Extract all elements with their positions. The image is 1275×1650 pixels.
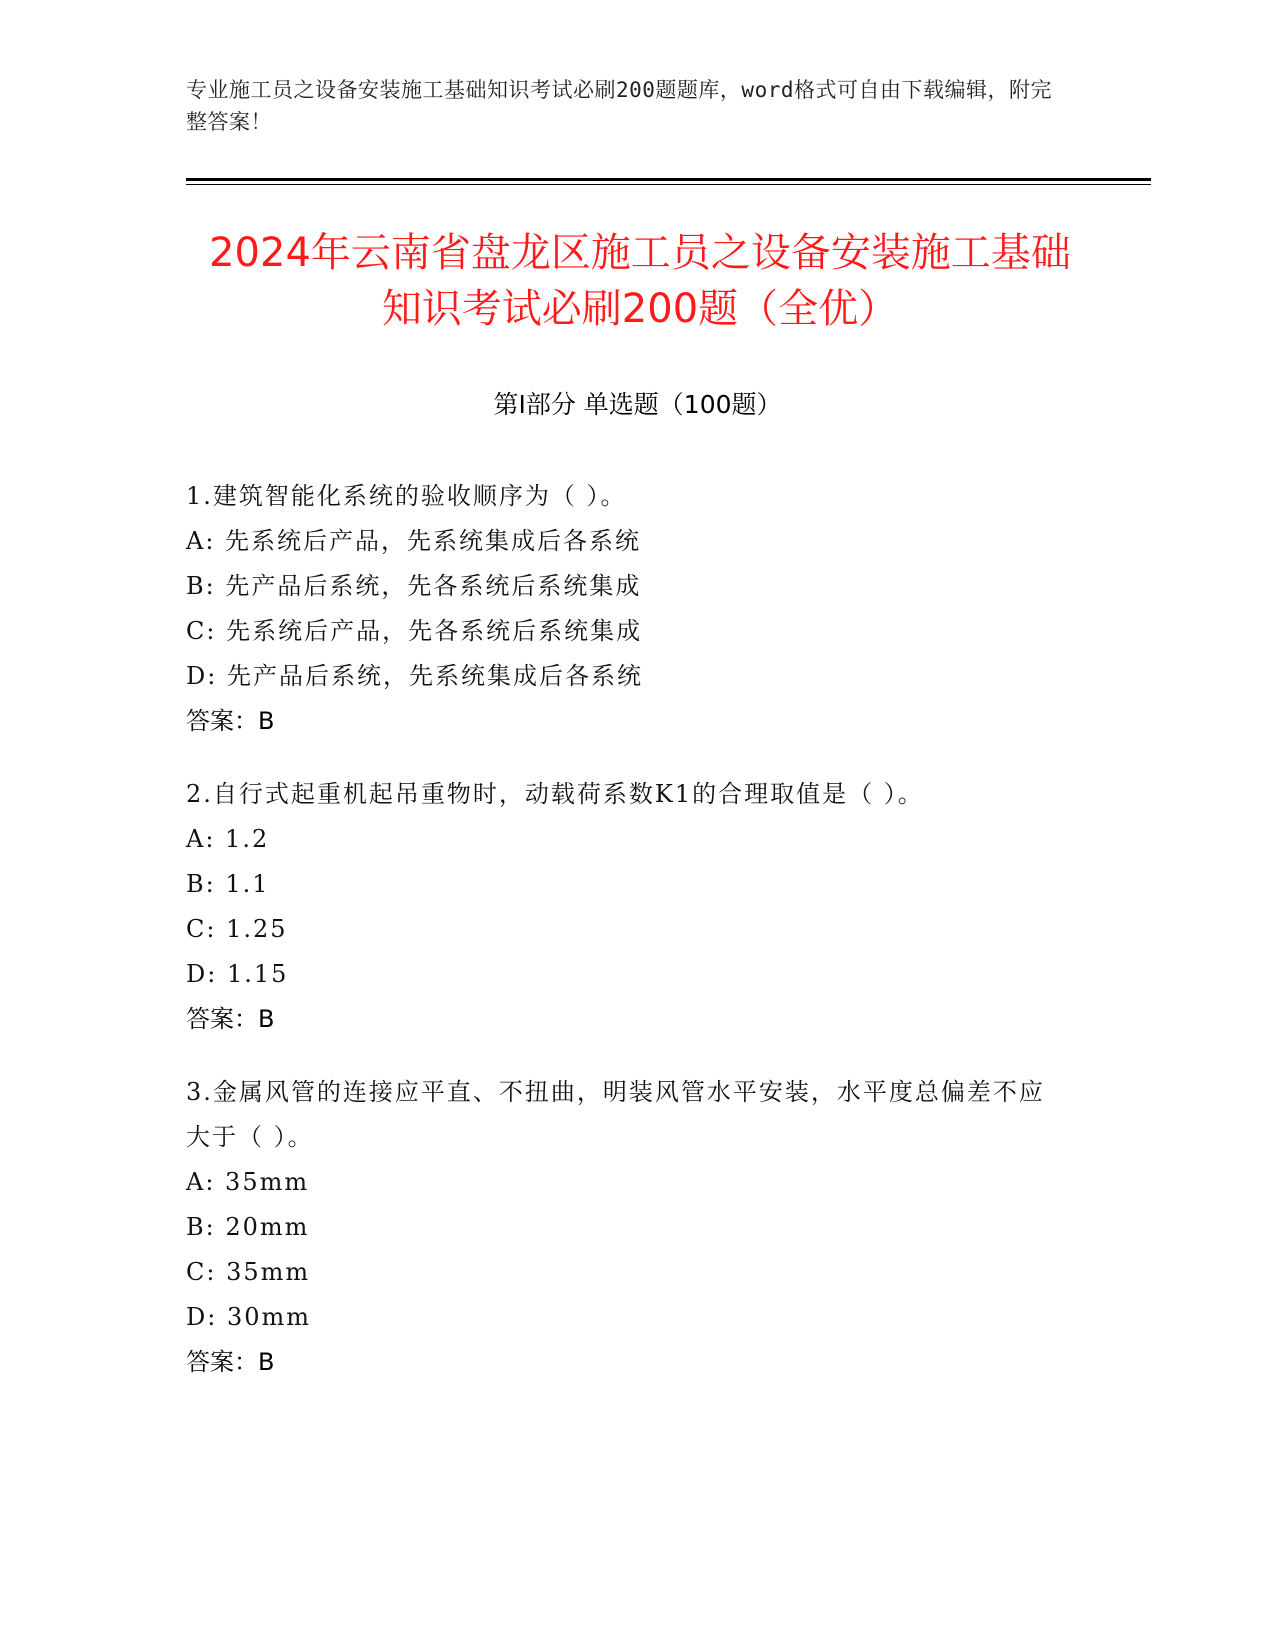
answer: 答案：B <box>186 707 275 735</box>
question-stem: 3.金属风管的连接应平直、不扭曲，明装风管水平安装，水平度总偏差不应大于（ ）。 <box>186 1078 1045 1151</box>
option-a: A: 先系统后产品，先系统集成后各系统 <box>186 527 642 555</box>
question-2 <box>186 772 1066 1042</box>
option-d: D: 先产品后系统，先系统集成后各系统 <box>186 662 643 690</box>
header-rule-thin <box>186 184 1151 185</box>
section-title: 第Ⅰ部分 单选题（100题） <box>493 390 782 419</box>
option-d: D: 1.15 <box>186 960 289 988</box>
option-a: A: 1.2 <box>186 825 270 853</box>
header-note: 专业施工员之设备安装施工基础知识考试必刷200题题库，word格式可自由下载编辑，附完整答案！ <box>186 78 1052 134</box>
option-c: C: 1.25 <box>186 915 288 943</box>
option-a: A: 35mm <box>186 1168 310 1196</box>
document-title: 2024年云南省盘龙区施工员之设备安装施工基础知识考试必刷200题（全优） <box>209 230 1071 332</box>
option-b: B: 1.1 <box>186 870 270 898</box>
question-stem: 1.建筑智能化系统的验收顺序为（ ）。 <box>186 482 627 510</box>
answer: 答案：B <box>186 1005 275 1033</box>
option-d: D: 30mm <box>186 1303 312 1331</box>
option-b: B: 20mm <box>186 1213 310 1241</box>
question-3 <box>186 1070 1066 1385</box>
option-c: C: 35mm <box>186 1258 311 1286</box>
option-c: C: 先系统后产品，先各系统后系统集成 <box>186 617 643 645</box>
question-list <box>186 474 1066 1413</box>
answer: 答案：B <box>186 1348 275 1376</box>
question-1 <box>186 474 1066 744</box>
option-b: B: 先产品后系统，先各系统后系统集成 <box>186 572 642 600</box>
header-rule-thick <box>186 178 1151 181</box>
question-stem: 2.自行式起重机起吊重物时，动载荷系数K1的合理取值是（ ）。 <box>186 780 924 808</box>
